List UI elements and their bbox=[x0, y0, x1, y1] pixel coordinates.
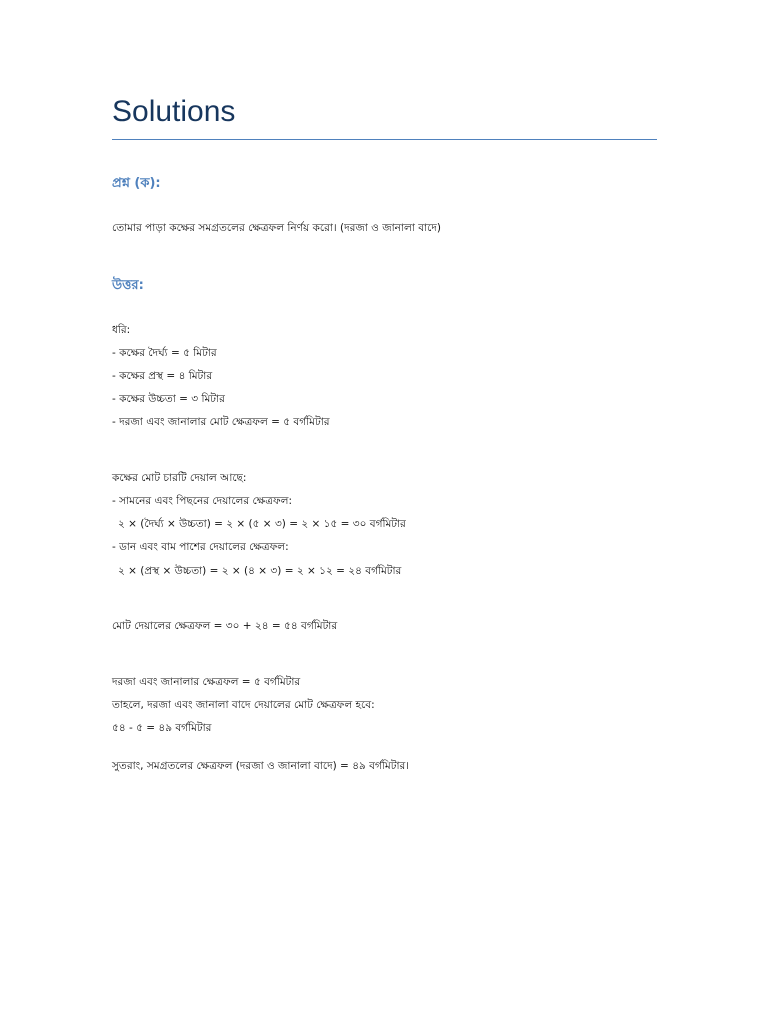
title-underline bbox=[112, 139, 657, 140]
left-right-label: - ডান এবং বাম পাশের দেয়ালের ক্ষেত্রফল: bbox=[112, 541, 289, 553]
openings-area: দরজা এবং জানালার ক্ষেত্রফল = ৫ বর্গমিটার bbox=[112, 676, 301, 688]
conclusion-line: সুতরাং, সমগ্রতলের ক্ষেত্রফল (দরজা ও জানালা বাদে) = ৪৯ বর্গমিটার। bbox=[112, 760, 410, 772]
subtraction-line: ৫৪ - ৫ = ৪৯ বর্গমিটার bbox=[112, 722, 212, 734]
question-heading: প্রশ্ন (ক): bbox=[112, 176, 161, 191]
assume-label: ধরি: bbox=[112, 324, 131, 336]
front-back-calculation: ২ × (দৈর্ঘ্য × উচ্চতা) = ২ × (৫ × ৩) = ২ × ১৫ = ৩০ বর্গমিটার bbox=[118, 518, 406, 530]
total-walls-area: মোট দেয়ালের ক্ষেত্রফল = ৩০ + ২৪ = ৫৪ বর্গমিটার bbox=[112, 620, 338, 632]
page-title: Solutions bbox=[112, 95, 236, 128]
assumption-openings: - দরজা এবং জানালার মোট ক্ষেত্রফল = ৫ বর্গমিটার bbox=[112, 416, 330, 428]
question-text: তোমার পাড়া কক্ষের সমগ্রতলের ক্ষেত্রফল নির্ণয় করো। (দরজা ও জানালা বাদে) bbox=[112, 222, 441, 234]
left-right-calculation: ২ × (প্রস্থ × উচ্চতা) = ২ × (৪ × ৩) = ২ × ১২ = ২৪ বর্গমিটার bbox=[118, 565, 402, 577]
assumption-length: - কক্ষের দৈর্ঘ্য = ৫ মিটার bbox=[112, 347, 217, 359]
front-back-label: - সামনের এবং পিছনের দেয়ালের ক্ষেত্রফল: bbox=[112, 495, 292, 507]
walls-intro: কক্ষের মোট চারটি দেয়াল আছে: bbox=[112, 472, 247, 484]
assumption-height: - কক্ষের উচ্চতা = ৩ মিটার bbox=[112, 393, 225, 405]
assumption-width: - কক্ষের প্রস্থ = ৪ মিটার bbox=[112, 370, 213, 382]
answer-heading: উত্তর: bbox=[112, 278, 144, 293]
then-line: তাহলে, দরজা এবং জানালা বাদে দেয়ালের মোট ক্ষেত্রফল হবে: bbox=[112, 699, 375, 711]
